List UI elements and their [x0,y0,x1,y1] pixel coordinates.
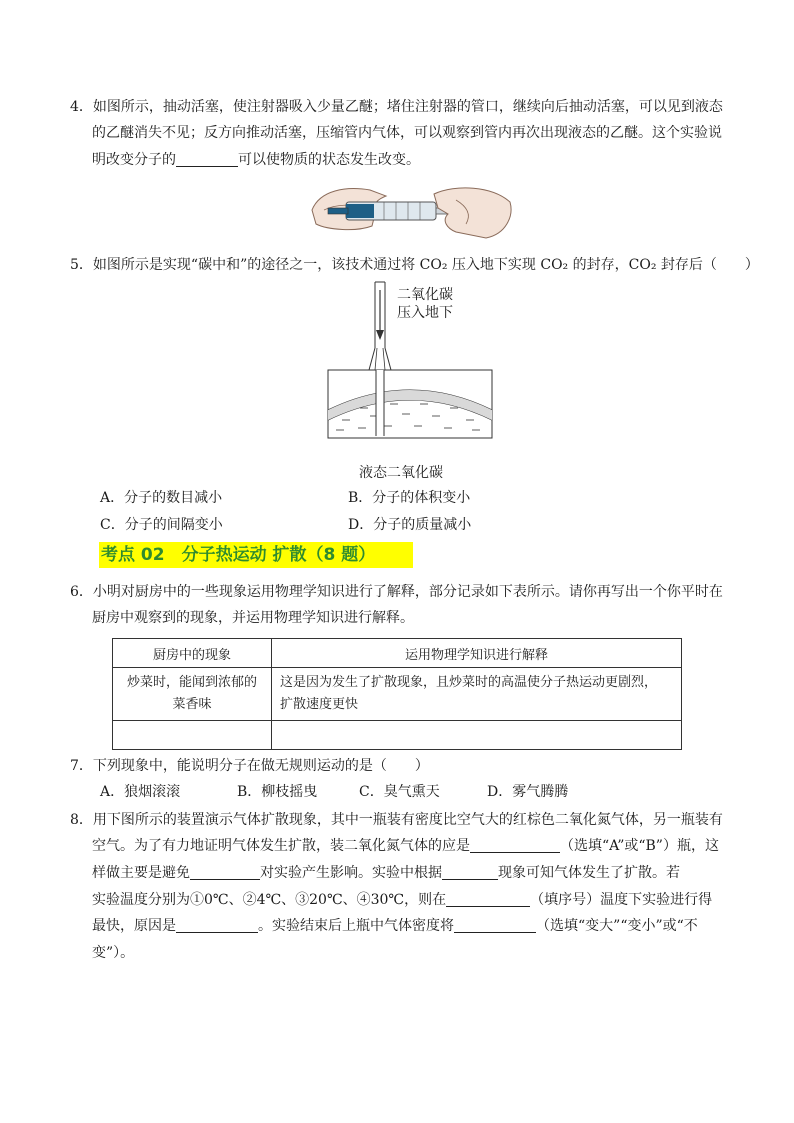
table-cell-phenomenon [113,668,272,721]
q8-line3 [92,861,680,885]
table-cell-empty-explanation[interactable] [272,721,682,750]
q8-text: 对实验产生影响。实验中根据 [260,865,442,881]
q8-blank-reason[interactable] [176,916,258,933]
q8-text: 。实验结束后上瓶中气体密度将 [258,918,454,934]
q4-answer-blank[interactable] [176,150,238,167]
diagram-label-co2: 二氧化碳 [397,287,453,303]
q8-line5 [92,914,698,938]
table-cell-explanation [272,668,682,721]
q4-line3 [92,148,420,172]
q8-line4 [92,888,712,912]
table-cell-text: 菜香味 [172,697,212,712]
q8-blank-bottle[interactable] [470,836,560,853]
q5-option-c[interactable]: C．分子的间隔变小 [100,517,223,533]
table-cell-empty-phenomenon[interactable] [113,721,272,750]
q8-blank-density[interactable] [454,916,536,933]
q8-line1: 8．用下图所示的装置演示气体扩散现象，其中一瓶装有密度比空气大的红棕色二氧化氮气体，另一瓶装有 [70,812,723,828]
q8-line2 [92,834,719,858]
table-row-empty[interactable] [113,721,682,750]
table-header-explanation: 运用物理学知识进行解释 [272,639,682,668]
q8-line6: 变”）。 [92,945,135,961]
diagram-label-pressed-underground: 压入地下 [397,305,453,321]
q8-blank-temperature[interactable] [446,890,530,907]
table-header-phenomenon: 厨房中的现象 [113,639,272,668]
diagram-label-liquid-co2: 液态二氧化碳 [359,465,443,481]
q8-text: 空气。为了有力地证明气体发生扩散，装二氧化氮气体的应是 [92,838,470,854]
q4-line1: 4．如图所示，抽动活塞，使注射器吸入少量乙醚；堵住注射器的管口，继续向后抽动活塞，可以见到液态 [70,99,723,115]
q7-stem: 7．下列现象中，能说明分子在做无规则运动的是（ ） [70,758,429,774]
table-cell-text: 扩散速度更快 [280,697,359,712]
q4-line3-start: 明改变分子的 [92,152,176,168]
syringe-hands-illustration [306,180,516,246]
q7-option-c[interactable]: C．臭气熏天 [359,784,440,800]
q5-stem: 5．如图所示是实现“碳中和”的途径之一，该技术通过将 CO₂ 压入地下实现 CO₂ 的封存，CO₂ 封存后（ ） [70,257,759,273]
q8-text: （选填“A”或“B”）瓶，这 [560,838,719,854]
q8-text: 最快，原因是 [92,918,176,934]
q6-line2: 厨房中观察到的现象，并运用物理学知识进行解释。 [92,610,414,626]
kitchen-phenomena-table [112,638,682,750]
q8-text: （填序号）温度下实验进行得 [530,892,713,908]
q8-blank-phenomenon[interactable] [442,863,498,880]
section-heading: 考点 02 分子热运动 扩散（8 题） [99,542,413,568]
q5-option-d[interactable]: D．分子的质量减小 [348,517,472,533]
q5-option-a[interactable]: A．分子的数目减小 [100,490,223,506]
q4-line3-end: 可以使物质的状态发生改变。 [238,152,420,168]
q8-text: 样做主要是避免 [92,865,190,881]
table-cell-text: 这是因为发生了扩散现象，且炒菜时的高温使分子热运动更剧烈， [280,675,658,690]
q7-option-b[interactable]: B．柳枝摇曳 [237,784,318,800]
q8-blank-avoid[interactable] [190,863,260,880]
q8-text: （选填“变大”“变小”或“不 [536,918,698,934]
q4-line2: 的乙醚消失不见；反方向推动活塞，压缩管内气体，可以观察到管内再次出现液态的乙醚。这个实验说 [92,125,722,141]
q6-line1: 6．小明对厨房中的一些现象运用物理学知识进行了解释，部分记录如下表所示。请你再写出一个你平时在 [70,584,723,600]
q8-text: 实验温度分别为①0℃、②4℃、③20℃、④30℃，则在 [92,892,447,908]
q5-option-b[interactable]: B．分子的体积变小 [348,490,471,506]
table-header-row [113,639,682,668]
q7-option-a[interactable]: A．狼烟滚滚 [100,784,181,800]
table-row [113,668,682,721]
q7-option-d[interactable]: D．雾气腾腾 [487,784,569,800]
q8-text: 现象可知气体发生了扩散。若 [498,865,680,881]
table-cell-text: 炒菜时，能闻到浓郁的 [126,675,257,690]
